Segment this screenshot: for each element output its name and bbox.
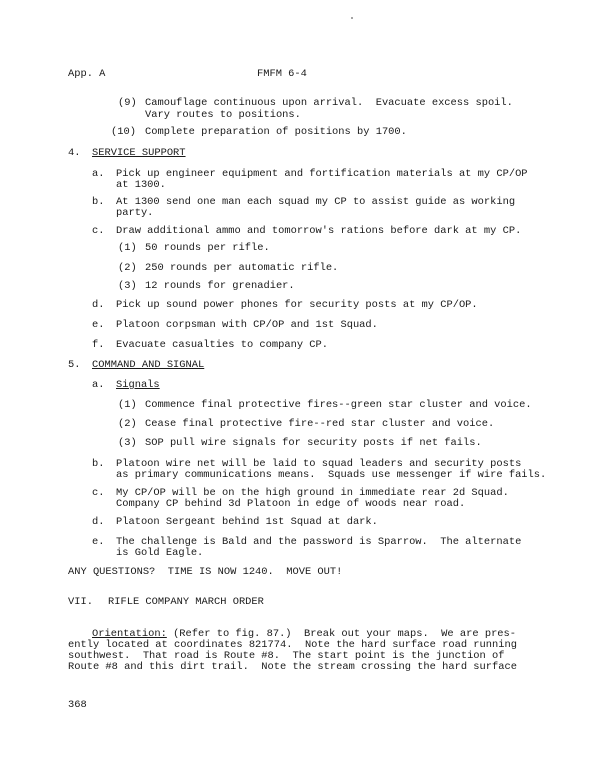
section-vii-title: RIFLE COMPANY MARCH ORDER <box>108 596 264 608</box>
item-5c-label: c. <box>92 487 105 499</box>
item-5a1-text: Commence final protective fires--green star cluster and voice. <box>145 399 532 411</box>
scan-speck <box>351 17 353 19</box>
orientation-line-4: Route #8 and this dirt trail. Note the stream crossing the hard surface <box>68 661 517 673</box>
item-9-line-2: Vary routes to positions. <box>145 109 301 121</box>
item-4c3-text: 12 rounds for grenadier. <box>145 280 295 292</box>
item-5a3-text: SOP pull wire signals for security posts if net fails. <box>145 437 482 449</box>
item-5a-heading: Signals <box>116 379 160 391</box>
item-5e-label: e. <box>92 536 105 548</box>
item-4c-text: Draw additional ammo and tomorrow's rations before dark at my CP. <box>116 225 522 237</box>
item-5e-line-1: The challenge is Bald and the password is Sparrow. The alternate <box>116 536 522 548</box>
item-5a2-number: (2) <box>118 418 137 430</box>
item-4c2-number: (2) <box>118 262 137 274</box>
orientation-line-2: ently located at coordinates 821774. Note the hard surface road running <box>68 639 517 651</box>
item-4f-label: f. <box>92 339 105 351</box>
item-4c1-text: 50 rounds per rifle. <box>145 242 270 254</box>
page-number: 368 <box>68 699 87 711</box>
item-5a2-text: Cease final protective fire--red star cluster and voice. <box>145 418 495 430</box>
item-5a1-number: (1) <box>118 399 137 411</box>
item-4b-line-1: At 1300 send one man each squad my CP to assist guide as working <box>116 196 516 208</box>
item-4c1-number: (1) <box>118 242 137 254</box>
header-appendix: App. A <box>68 68 106 80</box>
item-5d-text: Platoon Sergeant behind 1st Squad at dark. <box>116 516 378 528</box>
item-4b-line-2: party. <box>116 207 154 219</box>
item-4c-label: c. <box>92 225 105 237</box>
item-4a-label: a. <box>92 168 105 180</box>
section-5-heading: COMMAND AND SIGNAL <box>92 359 205 371</box>
item-4a-line-2: at 1300. <box>116 179 166 191</box>
item-10-text: Complete preparation of positions by 1700. <box>145 126 407 138</box>
item-4c2-text: 250 rounds per automatic rifle. <box>145 262 339 274</box>
item-4b-label: b. <box>92 196 105 208</box>
item-5c-line-2: Company CP behind 3d Platoon in edge of woods near road. <box>116 498 466 510</box>
item-5c-line-1: My CP/OP will be on the high ground in immediate rear 2d Squad. <box>116 487 509 499</box>
item-4f-text: Evacuate casualties to company CP. <box>116 339 329 351</box>
item-4d-label: d. <box>92 299 105 311</box>
item-5e-line-2: is Gold Eagle. <box>116 547 204 559</box>
orientation-line-3: southwest. That road is Route #8. The start point is the junction of <box>68 650 505 662</box>
item-5a3-number: (3) <box>118 437 137 449</box>
item-9-line-1: Camouflage continuous upon arrival. Evacuate excess spoil. <box>145 97 513 109</box>
section-vii-numeral: VII. <box>68 596 93 608</box>
item-4a-line-1: Pick up engineer equipment and fortification materials at my CP/OP <box>116 168 528 180</box>
item-5b-line-1: Platoon wire net will be laid to squad leaders and security posts <box>116 458 522 470</box>
item-4d-text: Pick up sound power phones for security posts at my CP/OP. <box>116 299 478 311</box>
item-5b-line-2: as primary communications means. Squads use messenger if wire fails. <box>116 469 547 481</box>
item-9-number: (9) <box>118 97 137 109</box>
item-5d-label: d. <box>92 516 105 528</box>
item-5a-label: a. <box>92 379 105 391</box>
item-4e-label: e. <box>92 319 105 331</box>
item-4c3-number: (3) <box>118 280 137 292</box>
header-manual-number: FMFM 6-4 <box>257 68 307 80</box>
orientation-label: Orientation: <box>92 628 167 640</box>
item-5b-label: b. <box>92 458 105 470</box>
section-4-heading: SERVICE SUPPORT <box>92 147 186 159</box>
section-5-number: 5. <box>68 359 81 371</box>
orientation-line-1-rest: (Refer to fig. 87.) Break out your maps. We are pres- <box>166 628 517 640</box>
item-4e-text: Platoon corpsman with CP/OP and 1st Squad. <box>116 319 378 331</box>
item-10-number: (10) <box>111 126 136 138</box>
section-4-number: 4. <box>68 147 81 159</box>
closing-line: ANY QUESTIONS? TIME IS NOW 1240. MOVE OUT! <box>68 566 343 578</box>
